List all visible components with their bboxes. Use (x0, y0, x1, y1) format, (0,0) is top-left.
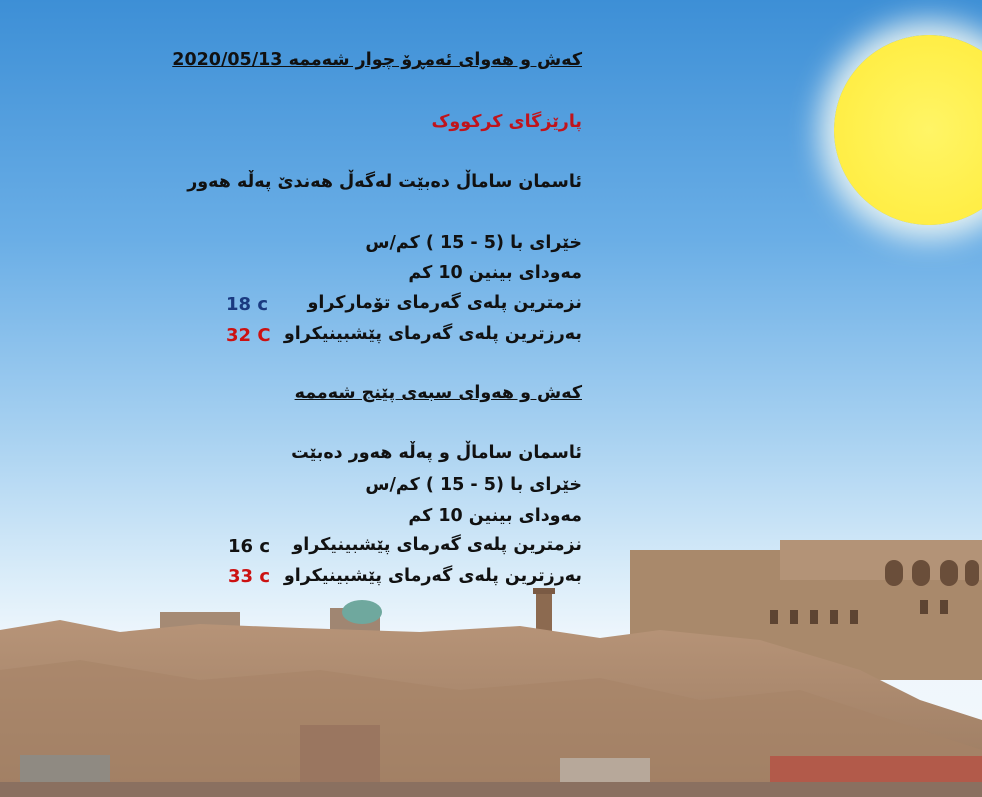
today-sky: ئاسمان ساماڵ دەبێت لەگەڵ هەندێ پەڵە هەور (187, 172, 582, 192)
tomorrow-max-label: بەرزترین پلەی گەرمای پێشبینیکراو (283, 566, 582, 586)
tomorrow-min-label: نزمترین پلەی گەرمای پێشبینیکراو (292, 535, 582, 555)
tomorrow-heading: کەش و هەوای سبەی پێنج شەممە (294, 383, 582, 403)
tomorrow-wind: خێرای با (5 - 15 ) کم/س (365, 475, 582, 495)
today-max-label: بەرزترین پلەی گەرمای پێشبینیکراو (283, 324, 582, 344)
tomorrow-sky: ئاسمان ساماڵ و پەڵە هەور دەبێت (291, 443, 582, 463)
today-heading: کەش و هەوای ئەمڕۆ چوار شەممە 2020/05/13 (172, 50, 582, 70)
kirkuk-citadel-landscape (0, 520, 982, 797)
tomorrow-max-value: 33 c (228, 566, 270, 587)
today-min-value: 18 c (226, 294, 268, 315)
tomorrow-visibility: مەودای بینین 10 کم (408, 506, 582, 526)
today-visibility: مەودای بینین 10 کم (408, 263, 582, 283)
province-title: پارێزگای کرکووک (431, 112, 582, 132)
today-min-label: نزمترین پلەی گەرمای تۆمارکراو (307, 293, 582, 313)
today-wind: خێرای با (5 - 15 ) کم/س (365, 233, 582, 253)
tomorrow-min-value: 16 c (228, 536, 270, 557)
sun (834, 35, 982, 225)
today-max-value: 32 C (226, 325, 271, 346)
